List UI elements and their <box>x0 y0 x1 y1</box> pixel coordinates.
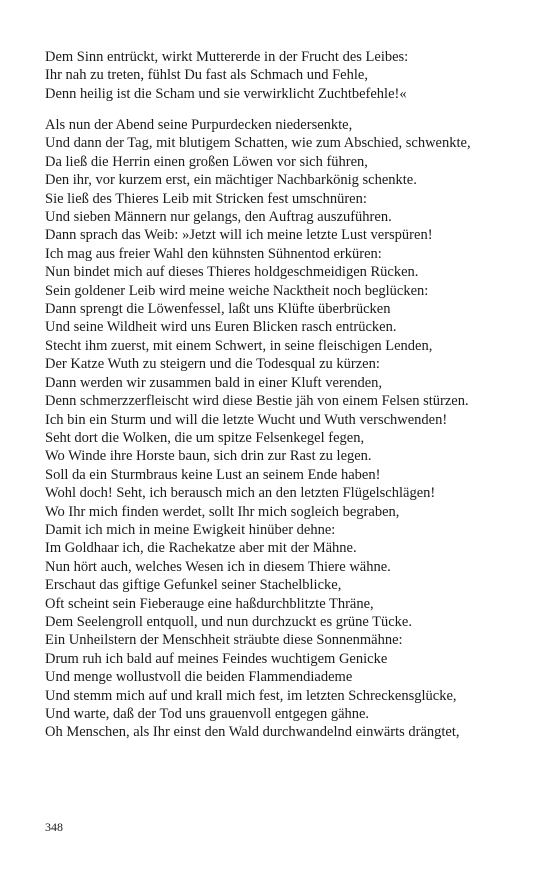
verse-line: Oft scheint sein Fieberauge eine haßdurchblitzte Thräne, <box>45 595 374 612</box>
verse-line: Und dann der Tag, mit blutigem Schatten, wie zum Abschied, schwenkte, <box>45 135 471 152</box>
verse-line: Ich bin ein Sturm und will die letzte Wucht und Wuth verschwenden! <box>45 411 448 428</box>
stanza-2 <box>45 116 515 742</box>
verse-line: Und warte, daß der Tod uns grauenvoll entgegen gähne. <box>45 706 370 722</box>
verse-line: Drum ruh ich bald auf meines Feindes wuchtigem Genicke <box>45 650 388 667</box>
verse-line: Und menge wollustvoll die beiden Flammendiademe <box>45 669 353 686</box>
verse-line: Ihr nah zu treten, fühlst Du fast als Schmach und Fehle, <box>45 67 368 84</box>
verse-line: Den ihr, vor kurzem erst, ein mächtiger Nachbarkönig schenkte. <box>45 172 417 189</box>
verse-line: Dann sprach das Weib: »Jetzt will ich meine letzte Lust verspüren! <box>45 227 433 244</box>
verse-line: Nun hört auch, welches Wesen ich in diesem Thiere wähne. <box>45 558 391 575</box>
page-number: 348 <box>45 820 63 834</box>
verse-line: Im Goldhaar ich, die Rachekatze aber mit der Mähne. <box>45 540 357 557</box>
verse-line: Wo Ihr mich finden werdet, sollt Ihr mich sogleich begraben, <box>45 503 400 520</box>
verse-line: Und sieben Männern nur gelangs, den Auftrag auszuführen. <box>45 209 392 226</box>
verse-line: Seht dort die Wolken, die um spitze Felsenkegel fegen, <box>45 429 365 446</box>
verse-line: Wo Winde ihre Horste baun, sich drin zur Rast zu legen. <box>45 448 372 465</box>
verse-line: Und stemm mich auf und krall mich fest, im letzten Schreckensglücke, <box>45 687 457 704</box>
verse-line: Dem Sinn entrückt, wirkt Muttererde in der Frucht des Leibes: <box>45 49 409 65</box>
verse-line: Und seine Wildheit wird uns Euren Blicken rasch entrücken. <box>45 319 397 336</box>
verse-line: Nun bindet mich auf dieses Thieres holdgeschmeidigen Rücken. <box>45 264 419 281</box>
verse-line: Damit ich mich in meine Ewigkeit hinüber dehne: <box>45 521 336 538</box>
verse-line: Der Katze Wuth zu steigern und die Todesqual zu kürzen: <box>45 356 380 373</box>
verse-line: Dem Seelengroll entquoll, und nun durchzuckt es grüne Tücke. <box>45 613 412 630</box>
verse-line: Sie ließ des Thieres Leib mit Stricken fest umschnüren: <box>45 190 367 207</box>
verse-line: Ein Unheilstern der Menschheit sträubte diese Sonnenmähne: <box>45 632 403 649</box>
verse-line: Dann sprengt die Löwenfessel, laßt uns Klüfte überbrücken <box>45 301 391 318</box>
verse-line: Dann werden wir zusammen bald in einer Kluft verenden, <box>45 374 383 391</box>
verse-line: Erschaut das giftige Gefunkel seiner Stachelblicke, <box>45 577 342 594</box>
verse-line: Da ließ die Herrin einen großen Löwen vor sich führen, <box>45 153 368 170</box>
stanza-1 <box>45 48 515 103</box>
verse-line: Oh Menschen, als Ihr einst den Wald durchwandelnd einwärts drängtet, <box>45 724 460 741</box>
verse-line: Als nun der Abend seine Purpurdecken niedersenkte, <box>45 117 353 133</box>
verse-line: Denn schmerzzerfleischt wird diese Bestie jäh von einem Felsen stürzen. <box>45 393 469 410</box>
verse-line: Sein goldener Leib wird meine weiche Nacktheit noch beglücken: <box>45 282 429 299</box>
verse-line: Soll da ein Sturmbraus keine Lust an seinem Ende haben! <box>45 466 381 483</box>
verse-line: Stecht ihm zuerst, mit einem Schwert, in seine fleischigen Lenden, <box>45 337 433 354</box>
verse-line: Ich mag aus freier Wahl den kühnsten Sühnentod erküren: <box>45 245 382 262</box>
verse-line: Wohl doch! Seht, ich berausch mich an den letzten Flügelschlägen! <box>45 485 436 502</box>
verse-line: Denn heilig ist die Scham und sie verwirklicht Zuchtbefehle!« <box>45 85 407 102</box>
